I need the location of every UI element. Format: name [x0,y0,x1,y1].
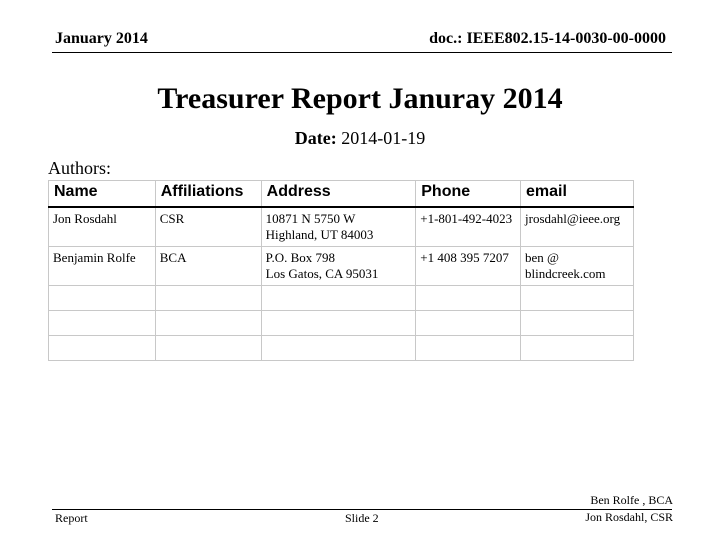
address-line-1: P.O. Box 798 [265,249,336,265]
footer-author-2: Jon Rosdahl, CSR [585,510,673,524]
address-line-2: Los Gatos, CA 95031 [265,265,379,281]
footer-author-1: Ben Rolfe , BCA [590,493,673,507]
slide-title: Treasurer Report Januray 2014 [157,82,563,115]
footer-rule [52,509,672,510]
table-row-empty [49,310,634,335]
header-doc-id: doc.: IEEE802.15-14-0030-00-0000 [429,30,666,47]
date-line [0,128,720,149]
empty-cell [521,335,634,360]
cell-phone: +1-801-492-4023 [416,207,521,247]
cell-name: Benjamin Rolfe [49,246,156,285]
footer-slide-number: Slide 2 [345,511,379,525]
table-row [49,246,634,285]
empty-cell [416,285,521,310]
header-date: January 2014 [55,30,148,47]
table-row-empty [49,335,634,360]
table-row-empty [49,285,634,310]
col-header-affiliations: Affiliations [155,181,261,207]
empty-cell [261,335,416,360]
address-line-2: Highland, UT 84003 [265,226,374,242]
authors-table [48,180,634,361]
cell-name: Jon Rosdahl [49,207,156,247]
cell-affiliation: BCA [155,246,261,285]
authors-label: Authors: [48,158,111,178]
col-header-address: Address [261,181,416,207]
table-row [49,207,634,247]
date-value: 2014-01-19 [341,128,426,148]
empty-cell [155,335,261,360]
col-header-phone: Phone [416,181,521,207]
empty-cell [416,335,521,360]
cell-phone: +1 408 395 7207 [416,246,521,285]
empty-cell [155,310,261,335]
cell-address [261,246,416,285]
cell-email: ben @ blindcreek.com [521,246,634,285]
date-label: Date: [294,128,337,148]
footer-left: Report [55,511,88,525]
empty-cell [416,310,521,335]
empty-cell [49,335,156,360]
empty-cell [49,285,156,310]
table-header-row [49,181,634,207]
col-header-email: email [521,181,634,207]
empty-cell [155,285,261,310]
empty-cell [521,285,634,310]
header-rule [52,52,672,53]
address-line-1: 10871 N 5750 W [265,210,356,226]
footer-authors [585,492,673,526]
empty-cell [261,310,416,335]
empty-cell [261,285,416,310]
col-header-name: Name [49,181,156,207]
cell-address [261,207,416,247]
cell-email: jrosdahl@ieee.org [521,207,634,247]
empty-cell [49,310,156,335]
cell-affiliation: CSR [155,207,261,247]
empty-cell [521,310,634,335]
